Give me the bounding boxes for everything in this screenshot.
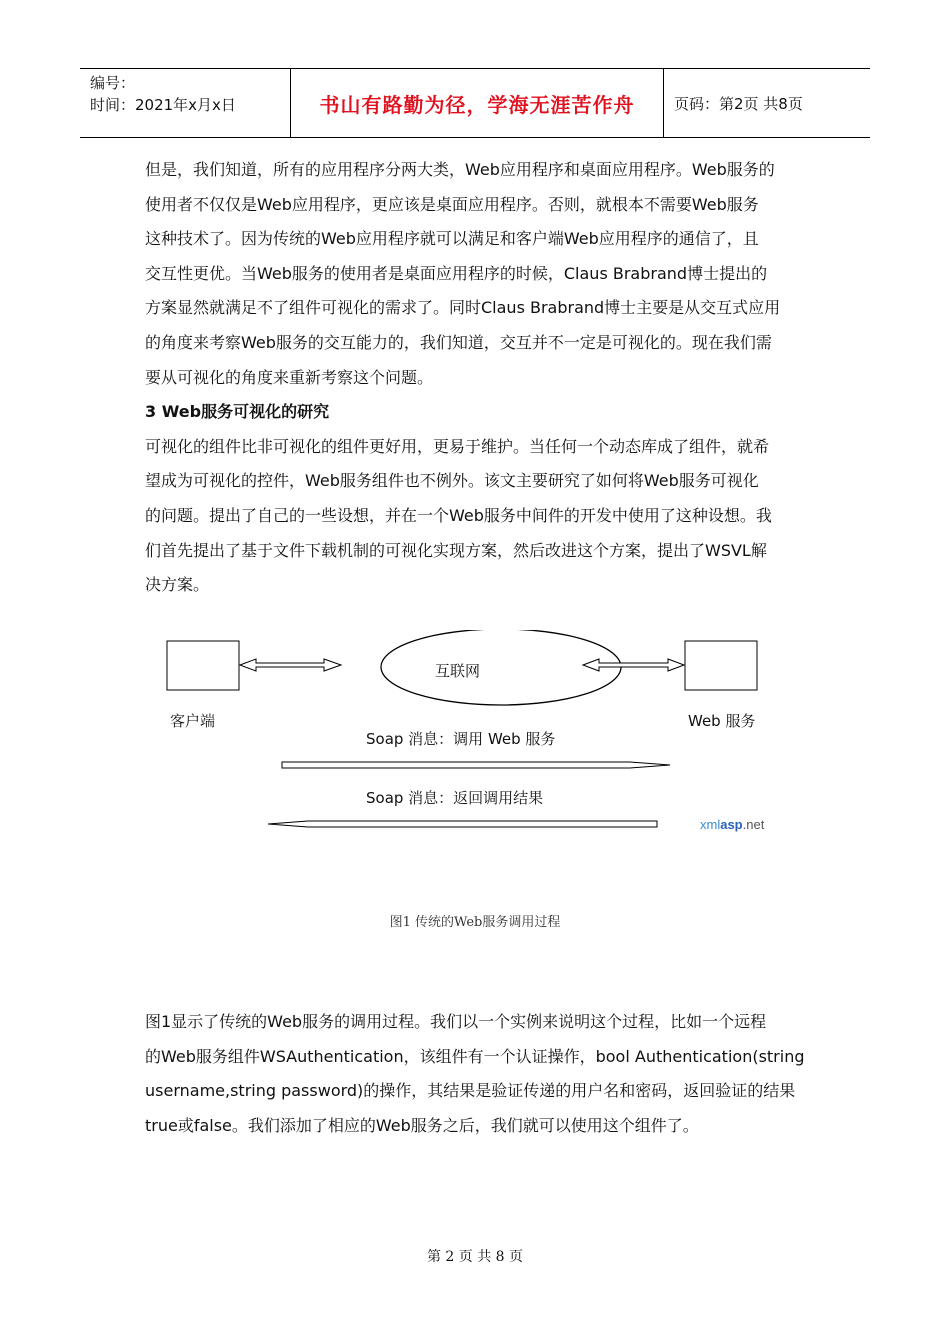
service-label: Web 服务 [688, 712, 756, 730]
body-block-1 [145, 153, 810, 603]
client-box [167, 641, 239, 690]
header-motto-cell [291, 69, 664, 137]
para1-line: 的角度来考察Web服务的交互能力的，我们知道，交互并不一定是可视化的。现在我们需 [145, 332, 772, 352]
client-label: 客户端 [170, 712, 216, 730]
watermark [700, 817, 765, 832]
para2-line: 望成为可视化的控件，Web服务组件也不例外。该文主要研究了如何将Web服务可视化 [145, 471, 759, 491]
internet-service-arrow [583, 659, 684, 671]
client-internet-arrow [240, 659, 341, 671]
watermark-net: .net [742, 817, 765, 832]
page-footer: 第 2 页 共 8 页 [426, 1249, 524, 1265]
para3-line: true或false。我们添加了相应的Web服务之后，我们就可以使用这个组件了。 [145, 1115, 699, 1135]
soap-return-label: Soap 消息：返回调用结果 [366, 789, 544, 807]
para2-line: 的问题。提出了自己的一些设想，并在一个Web服务中间件的开发中使用了这种设想。我 [145, 505, 772, 525]
time-label: 时间：2021年x月x日 [90, 96, 236, 114]
para1-line: 使用者不仅仅是Web应用程序，更应该是桌面应用程序。否则，就根本不需要Web服务 [145, 194, 759, 214]
service-box [685, 641, 757, 690]
internet-ellipse [381, 630, 621, 705]
body-block-2 [145, 1005, 810, 1143]
para3-line: 的Web服务组件WSAuthentication，该组件有一个认证操作，bool Authentication(string [145, 1046, 805, 1066]
watermark-asp: asp [720, 817, 743, 832]
para1-line: 交互性更优。当Web服务的使用者是桌面应用程序的时候，Claus Brabrand博士提出的 [145, 263, 768, 283]
motto: 书山有路勤为径，学海无涯苦作舟 [319, 92, 635, 117]
para2-line: 可视化的组件比非可视化的组件更好用，更易于维护。当任何一个动态库成了组件，就希 [145, 436, 770, 456]
soap-call-label: Soap 消息：调用 Web 服务 [366, 730, 556, 748]
para3-line: 图1显示了传统的Web服务的调用过程。我们以一个实例来说明这个过程，比如一个远程 [145, 1012, 767, 1031]
header-page-cell [664, 69, 870, 137]
header-table [80, 68, 870, 138]
internet-label: 互联网 [435, 662, 481, 680]
para2-line: 们首先提出了基于文件下载机制的可视化实现方案，然后改进这个方案，提出了WSVL解 [145, 540, 767, 560]
para1-line: 但是，我们知道，所有的应用程序分两大类，Web应用程序和桌面应用程序。Web服务的 [145, 160, 775, 179]
call-arrow [282, 762, 670, 768]
para1-line: 要从可视化的角度来重新考察这个问题。 [145, 367, 434, 387]
watermark-xml: xml [700, 817, 721, 832]
para3-line: username,string password)的操作，其结果是验证传递的用户名和密码，返回验证的结果 [145, 1081, 796, 1101]
code-label: 编号： [90, 74, 136, 92]
page-label: 页码：第2页 共8页 [674, 94, 803, 113]
header-meta [80, 69, 291, 137]
section-heading: 3 Web服务可视化的研究 [145, 402, 330, 422]
para1-line: 这种技术了。因为传统的Web应用程序就可以满足和客户端Web应用程序的通信了，且 [145, 229, 759, 249]
para2-line: 决方案。 [145, 575, 210, 595]
web-service-diagram [160, 630, 790, 850]
figure-caption: 图1 传统的Web服务调用过程 [389, 915, 561, 930]
return-arrow [268, 821, 657, 827]
para1-line: 方案显然就满足不了组件可视化的需求了。同时Claus Brabrand博士主要是从交互式应用 [145, 298, 781, 318]
